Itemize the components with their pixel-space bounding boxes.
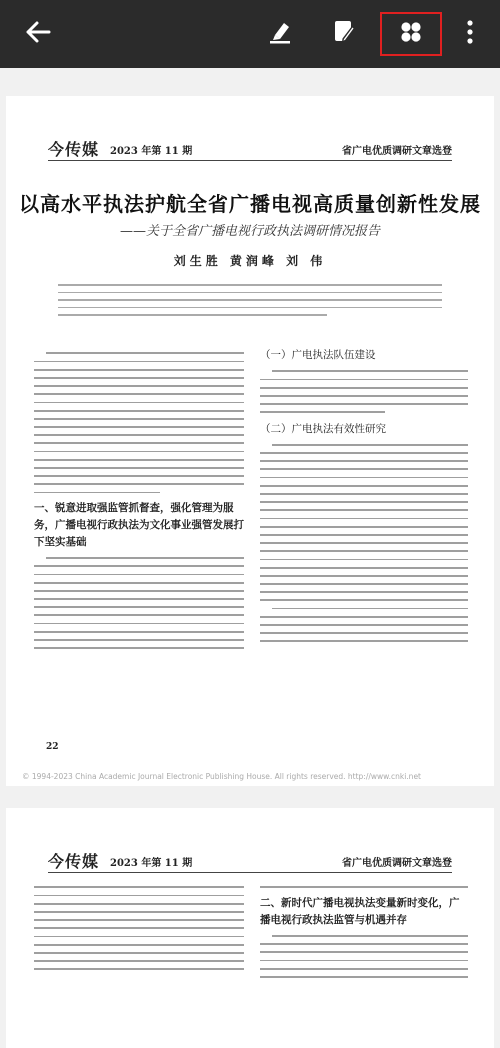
highlighter-icon — [267, 19, 293, 49]
highlight-box — [380, 12, 442, 56]
abstract-block — [58, 278, 442, 334]
highlighter-button[interactable] — [258, 0, 302, 68]
journal-issue: 2023 年第 11 期 — [110, 858, 193, 869]
thumbnail-grid-icon — [400, 21, 422, 47]
subsection-heading-2: （二）广电执法有效性研究 — [260, 422, 386, 435]
section-heading-2: 二、新时代广播电视执法变量新时变化，广播电视行政执法监管与机遇并存 — [260, 896, 460, 926]
article-authors: 刘生胜 黄润峰 刘 伟 — [173, 254, 327, 268]
copyright-notice: © 1994-2023 China Academic Journal Electronic Publishing House. All rights reserved. http://www.cnki.net — [22, 772, 421, 781]
left-column — [34, 346, 244, 655]
page-header — [48, 134, 452, 161]
subsection-heading-1: （一）广电执法队伍建设 — [260, 349, 376, 361]
more-options-button[interactable] — [455, 0, 485, 68]
left-column — [34, 880, 244, 976]
more-vertical-icon — [466, 19, 474, 49]
page-number: 22 — [46, 742, 59, 752]
column-name: 省广电优质调研文章选登 — [342, 858, 452, 869]
right-column — [260, 880, 468, 984]
column-name: 省广电优质调研文章选登 — [342, 146, 452, 157]
article-title: 以高水平执法护航全省广播电视高质量创新性发展 — [19, 192, 481, 216]
document-page-1[interactable] — [6, 96, 494, 786]
back-arrow-icon — [25, 20, 51, 48]
thumbnail-grid-button[interactable] — [380, 0, 442, 68]
journal-issue: 2023 年第 11 期 — [110, 146, 193, 157]
section-heading-1: 一、锐意进取强监管抓督查，强化管理为服务，广播电视行政执法为文化事业强管发展打下坚实基础 — [34, 501, 244, 548]
right-column — [260, 346, 468, 649]
journal-brand: 今传媒 — [48, 852, 100, 871]
note-edit-button[interactable] — [322, 0, 366, 68]
journal-brand: 今传媒 — [48, 140, 100, 159]
document-page-2[interactable] — [6, 808, 494, 1048]
article-subtitle: ——关于全省广播电视行政执法调研情况报告 — [119, 224, 380, 239]
back-button[interactable] — [16, 0, 60, 68]
page-header — [48, 846, 452, 873]
note-edit-icon — [332, 19, 356, 49]
top-toolbar — [0, 0, 500, 68]
